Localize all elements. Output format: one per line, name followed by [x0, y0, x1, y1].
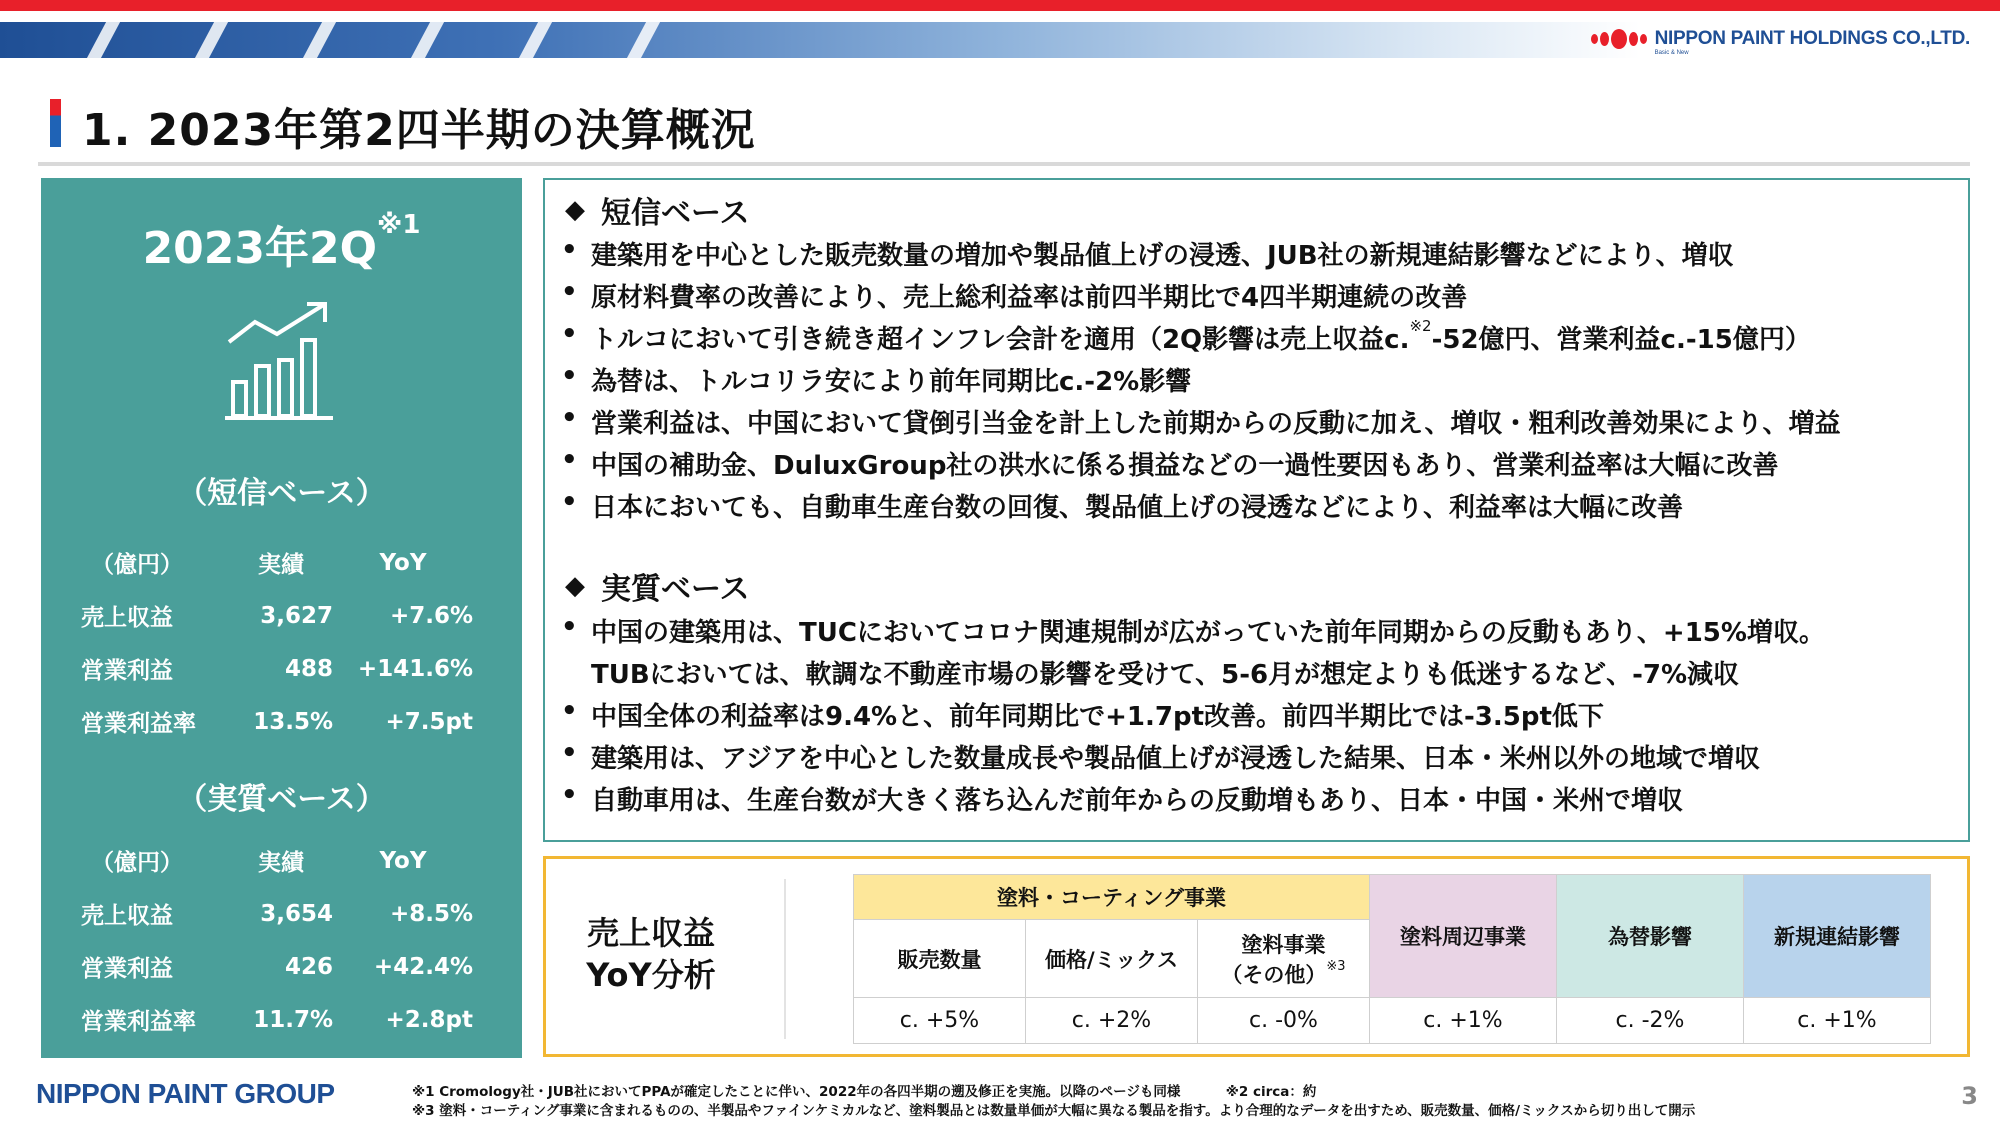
row-yoy: +2.8pt	[385, 1006, 473, 1033]
fx-impact-header: 為替影響	[1557, 875, 1744, 998]
new-consolidation-value: c. +1%	[1744, 998, 1931, 1044]
footnote-1	[412, 1080, 1316, 1100]
row-label: 営業利益	[81, 956, 173, 982]
peripheral-value: c. +1%	[1370, 998, 1557, 1044]
row-yoy: +8.5%	[389, 900, 473, 927]
fx-value: c. -2%	[1557, 998, 1744, 1044]
bullet-text: 建築用は、アジアを中心とした数量成長や製品値上げが浸透した結果、日本・米州以外の地域で増収	[591, 744, 1760, 774]
coating-other-line2: （その他）	[1221, 962, 1327, 987]
row-actual: 13.5%	[253, 708, 333, 735]
bullet-text-tail: -52億円、営業利益c.-15億円）	[1431, 325, 1811, 355]
row-actual: 3,627	[260, 602, 333, 629]
list-item: • 為替は、トルコリラ安により前年同期比c.-2%影響	[561, 361, 1192, 397]
tanshin-heading: （短信ベース）	[177, 476, 386, 511]
diamond-bullet-icon: ◆	[565, 195, 585, 225]
tanshin-header-row	[81, 536, 501, 589]
list-item: • 中国の補助金、DuluxGroup社の洪水に係る損益などの一過性要因もあり、営業利益率は大幅に改善	[561, 445, 1779, 481]
row-label: 売上収益	[81, 903, 173, 929]
row-actual: 426	[284, 953, 333, 980]
coating-other-line1: 塗料事業	[1241, 932, 1326, 957]
list-item: • 中国の建築用は、TUCにおいてコロナ関連規制が広がっていた前年同期からの反動もあり、+15%増収。	[561, 612, 1825, 648]
table-row	[81, 589, 501, 642]
footnote-1-text: ※1 Cromology社・JUB社においてPPAが確定したことに伴い、2022年の各四半期の遡及修正を実施。以降のページも同様	[412, 1084, 1181, 1100]
sales-volume-value: c. +5%	[854, 998, 1026, 1044]
row-yoy: +141.6%	[357, 655, 473, 682]
sales-volume-header: 販売数量	[854, 920, 1026, 998]
coating-other-note: ※3	[1326, 958, 1346, 974]
list-item: • 営業利益は、中国において貸倒引当金を計上した前期からの反動に加え、増収・粗利改善効果により、増益	[561, 403, 1841, 439]
table-row	[81, 887, 501, 940]
col-unit: （億円）	[91, 850, 183, 876]
list-item: • 原材料費率の改善により、売上総利益率は前四半期比で4四半期連続の改善	[561, 277, 1468, 313]
col-yoy: YoY	[379, 549, 427, 576]
top-red-band	[0, 0, 2000, 11]
table-row	[81, 642, 501, 695]
col-unit: （億円）	[91, 552, 183, 578]
row-label: 営業利益	[81, 658, 173, 684]
table-row	[81, 940, 501, 993]
footnote-3: ※3 塗料・コーティング事業に含まれるものの、半製品やファインケミカルなど、塗料製品とは数量単価が大幅に異なる製品を指す。より合理的なデータを出すため、販売数量、価格/ミックスから切り出して開示	[412, 1103, 1696, 1119]
yoy-label-line2: YoY分析	[586, 956, 716, 994]
new-consolidation-header: 新規連結影響	[1744, 875, 1931, 998]
tanshin-table	[81, 536, 501, 748]
summary-title	[41, 212, 522, 276]
jisshitsu-section-heading	[565, 564, 750, 608]
col-actual: 実績	[258, 552, 304, 578]
row-label: 営業利益率	[81, 711, 196, 737]
summary-title-text: 2023年2Q	[142, 223, 378, 274]
row-label: 売上収益	[81, 605, 173, 631]
tanshin-section-heading	[565, 188, 750, 232]
bullet-text: 原材料費率の改善により、売上総利益率は前四半期比で4四半期連続の改善	[591, 283, 1468, 313]
list-item: • トルコにおいて引き続き超インフレ会計を適用（2Q影響は売上収益c. $^{※2}$ -52億円、営業利益c.-15億円）	[561, 317, 1811, 355]
summary-panel	[41, 178, 522, 1058]
price-mix-value: c. +2%	[1026, 998, 1198, 1044]
company-name: NIPPON PAINT HOLDINGS CO.,LTD.	[1654, 28, 1970, 49]
table-row	[81, 695, 501, 748]
bullet-text: トルコにおいて引き続き超インフレ会計を適用（2Q影響は売上収益c.	[591, 325, 1410, 355]
list-item: • 中国全体の利益率は9.4%と、前年同期比で+1.7pt改善。前四半期比では-3.5pt低下	[561, 696, 1604, 732]
coating-business-header: 塗料・コーティング事業	[854, 875, 1370, 920]
bullet-text: 建築用を中心とした販売数量の増加や製品値上げの浸透、JUB社の新規連結影響などにより、増収	[591, 241, 1734, 271]
diamond-bullet-icon: ◆	[565, 571, 585, 601]
row-label: 営業利益率	[81, 1009, 196, 1035]
page-title: 1. 2023年第2四半期の決算概況	[82, 105, 756, 156]
coating-other-value: c. -0%	[1198, 998, 1370, 1044]
company-tagline: Basic & New	[1654, 50, 1689, 56]
peripheral-business-header: 塗料周辺事業	[1370, 875, 1557, 998]
col-actual: 実績	[258, 850, 304, 876]
bullet-text: TUBにおいては、軟調な不動産市場の影響を受けて、5-6月が想定よりも低迷するなど、-7%減収	[591, 660, 1740, 690]
title-divider	[38, 162, 1970, 166]
list-item	[591, 654, 1739, 691]
list-item: • 日本においても、自動車生産台数の回復、製品値上げの浸透などにより、利益率は大幅に改善	[561, 487, 1684, 523]
row-yoy: +42.4%	[373, 953, 473, 980]
bullet-text: 自動車用は、生産台数が大きく落ち込んだ前年からの反動増もあり、日本・中国・米州で増収	[591, 786, 1684, 816]
bullet-text: 営業利益は、中国において貸倒引当金を計上した前期からの反動に加え、増収・粗利改善効果により、増益	[591, 409, 1841, 439]
yoy-analysis-label	[576, 912, 726, 996]
bullet-text: 中国の建築用は、TUCにおいてコロナ関連規制が広がっていた前年同期からの反動もあり、+15%増収。	[591, 618, 1825, 648]
bullet-text: 中国の補助金、DuluxGroup社の洪水に係る損益などの一過性要因もあり、営業利益率は大幅に改善	[591, 451, 1779, 481]
yoy-analysis-table	[853, 874, 1931, 1044]
footnote-2-text: ※2 circa：約	[1225, 1084, 1317, 1100]
growth-chart-icon	[225, 300, 337, 422]
commentary-box	[543, 178, 1970, 842]
row-actual: 11.7%	[253, 1006, 333, 1033]
section-heading-text: 実質ベース	[601, 572, 750, 607]
jisshitsu-table	[81, 834, 501, 1046]
company-logo-icon	[1591, 29, 1647, 49]
yoy-analysis-box	[543, 856, 1970, 1057]
bullet-text: 中国全体の利益率は9.4%と、前年同期比で+1.7pt改善。前四半期比では-3.5pt低下	[591, 702, 1604, 732]
row-actual: 488	[284, 655, 333, 682]
list-item: • 建築用を中心とした販売数量の増加や製品値上げの浸透、JUB社の新規連結影響などにより、増収	[561, 235, 1734, 271]
summary-title-note: ※1	[377, 210, 421, 240]
group-logo: NIPPON PAINT GROUP	[36, 1078, 335, 1109]
title-accent-bar	[50, 99, 61, 147]
row-yoy: +7.6%	[389, 602, 473, 629]
jisshitsu-header-row	[81, 834, 501, 887]
bullet-text: 為替は、トルコリラ安により前年同期比c.-2%影響	[591, 367, 1192, 397]
price-mix-header: 価格/ミックス	[1026, 920, 1198, 998]
company-brand	[1591, 28, 1970, 56]
bullet-text: 日本においても、自動車生産台数の回復、製品値上げの浸透などにより、利益率は大幅に改善	[591, 493, 1684, 523]
coating-other-header	[1198, 920, 1370, 998]
jisshitsu-heading: （実質ベース）	[177, 782, 386, 817]
bullet-note: ※2	[1409, 317, 1432, 335]
row-actual: 3,654	[260, 900, 333, 927]
section-heading-text: 短信ベース	[601, 196, 750, 231]
row-yoy: +7.5pt	[385, 708, 473, 735]
list-item: • 自動車用は、生産台数が大きく落ち込んだ前年からの反動増もあり、日本・中国・米州で増収	[561, 780, 1684, 816]
yoy-separator	[784, 879, 786, 1039]
page-number: 3	[1961, 1082, 1978, 1110]
yoy-label-line1: 売上収益	[586, 914, 715, 952]
table-row	[81, 993, 501, 1046]
col-yoy: YoY	[379, 847, 427, 874]
list-item: • 建築用は、アジアを中心とした数量成長や製品値上げが浸透した結果、日本・米州以外の地域で増収	[561, 738, 1760, 774]
